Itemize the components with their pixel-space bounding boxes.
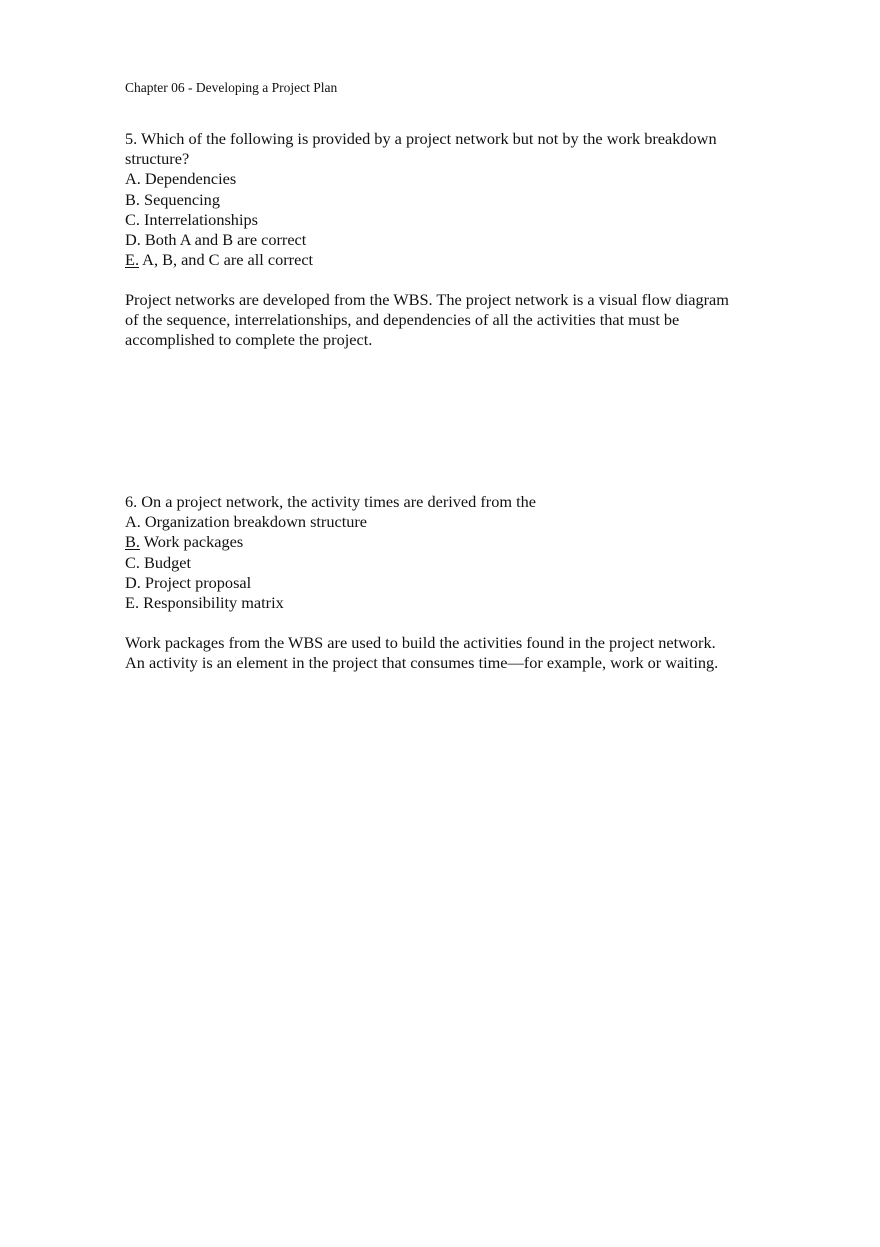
option-text: Budget [139,552,192,572]
question-6-option-d [125,573,785,593]
option-text: Responsibility matrix [139,593,284,613]
option-letter: B. [125,189,140,209]
question-5 [125,129,785,270]
option-letter: A. [125,512,141,532]
option-text: Organization breakdown structure [140,512,368,532]
option-text: Project proposal [140,572,252,592]
option-letter: D. [125,230,141,250]
explanation-line: An activity is an element in the project that consumes time—for example, work or waiting. [125,653,719,673]
option-letter: E. [125,593,140,613]
explanation-line: Work packages from the WBS are used to build the activities found in the project network. [125,633,716,652]
option-text: A, B, and C are all correct [139,250,314,270]
question-6-explanation [125,633,785,673]
question-5-text-line-1: 5. Which of the following is provided by a project network but not by the work breakdown [125,129,717,148]
explanation-line: accomplished to complete the project. [125,330,373,350]
question-5-option-e [125,250,785,270]
explanation-line: Project networks are developed from the WBS. The project network is a visual flow diagram [125,290,729,309]
option-letter: A. [125,169,141,189]
option-letter: D. [125,572,141,592]
question-6-option-b [125,532,785,552]
option-text: Sequencing [139,189,220,209]
question-6 [125,492,785,613]
question-6-option-e [125,593,785,613]
explanation-line: of the sequence, interrelationships, and dependencies of all the activities that must be [125,310,680,330]
question-5-option-d [125,230,785,250]
question-5-option-c [125,210,785,230]
option-text: Work packages [139,532,244,552]
option-text: Dependencies [140,169,237,189]
option-letter: C. [125,209,140,229]
option-text: Both A and B are correct [140,230,307,250]
question-6-option-c [125,553,785,573]
question-5-text-line-2: structure? [125,149,190,169]
question-6-option-a [125,512,785,532]
correct-option-letter: B. [125,532,140,552]
question-5-option-a [125,169,785,189]
correct-option-letter: E. [125,250,140,270]
page-header: Chapter 06 - Developing a Project Plan [125,80,338,95]
question-6-text-line-1: 6. On a project network, the activity times are derived from the [125,492,536,511]
question-5-explanation [125,290,785,351]
option-text: Interrelationships [139,209,258,229]
question-5-option-b [125,190,785,210]
option-letter: C. [125,552,140,572]
